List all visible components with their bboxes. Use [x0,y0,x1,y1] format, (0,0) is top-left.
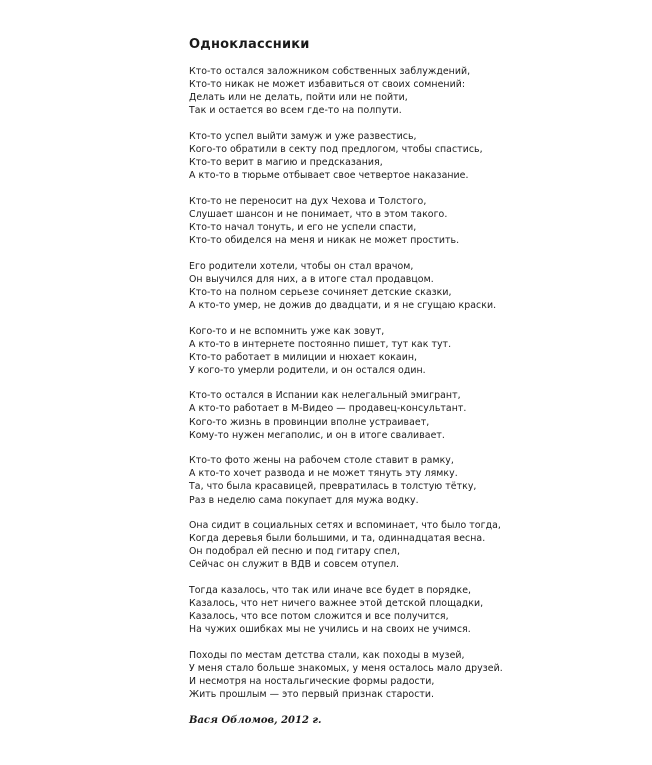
poem-line: Казалось, что нет ничего важнее этой детской площадки, [189,598,484,610]
poem-line: Раз в неделю сама покупает для мужа водку. [189,494,419,506]
poem-line: На чужих ошибках мы не учились и на своих не учимся. [189,624,471,636]
poem-line: У меня стало больше знакомых, у меня осталось мало друзей. [189,662,503,674]
poem-line: Она сидит в социальных сетях и вспоминает, что было тогда, [189,520,501,532]
poem-line: Жить прошлым — это первый признак старости. [189,689,435,701]
poem-body [189,65,629,701]
poem-line: Кто-то не переносит на дух Чехова и Толстого, [189,195,427,207]
poem-line: Кто-то фото жены на рабочем столе ставит в рамку, [189,455,454,467]
poem-line: Кого-то обратили в секту под предлогом, чтобы спастись, [189,143,483,155]
poem-title: Одноклассники [189,37,310,52]
poem-line: Кто-то на полном серьезе сочиняет детские сказки, [189,286,452,298]
poem-line: А кто-то в интернете постоянно пишет, тут как тут. [189,338,452,350]
poem-line: Когда деревья были большими, и та, одиннадцатая весна. [189,533,486,545]
stanza [189,195,629,247]
poem-line: А кто-то работает в М-Видео — продавец-консультант. [189,403,467,415]
stanza [189,325,629,377]
poem-line: Сейчас он служит в ВДВ и совсем отупел. [189,559,400,571]
poem-line: Кому-то нужен мегаполис, и он в итоге сваливает. [189,429,445,441]
stanza [189,130,629,182]
stanza [189,389,629,441]
poem-line: Слушает шансон и не понимает, что в этом такого. [189,208,448,220]
stanza [189,454,629,506]
stanza [189,649,629,701]
stanza [189,519,629,571]
poem-line: Походы по местам детства стали, как походы в музей, [189,649,465,661]
poem-line: Тогда казалось, что так или иначе все будет в порядке, [189,585,472,596]
poem-page [189,36,629,728]
stanza [189,260,629,312]
poem-line: Кого-то и не вспомнить уже как зовут, [189,325,385,337]
poem-line: Кто-то работает в милиции и нюхает кокаин, [189,351,418,363]
poem-line: Кто-то остался заложником собственных заблуждений, [189,66,471,77]
poem-line: А кто-то в тюрьме отбывает свое четвертое наказание. [189,170,469,182]
poem-signature: Вася Обломов, 2012 г. [189,715,322,727]
poem-line: Та, что была красавицей, превратилась в толстую тётку, [189,481,477,493]
stanza [189,584,629,636]
poem-line: Он выучился для них, а в итоге стал продавцом. [189,273,434,285]
poem-line: А кто-то хочет развода и не может тянуть эту лямку. [189,468,458,480]
poem-line: Так и остается во всем где-то на полпути. [189,105,402,117]
poem-line: Казалось, что все потом сложится и все получится, [189,611,449,623]
poem-line: Кто-то начал тонуть, и его не успели спасти, [189,221,417,233]
poem-line: И несмотря на ностальгические формы радости, [189,676,435,688]
poem-line: Кто-то остался в Испании как нелегальный эмигрант, [189,390,461,402]
poem-line: Делать или не делать, пойти или не пойти, [189,92,408,104]
poem-line: Кто-то успел выйти замуж и уже развестись, [189,130,417,142]
poem-line: Кто-то никак не может избавиться от своих сомнений: [189,79,466,91]
poem-line: Его родители хотели, чтобы он стал врачом, [189,260,414,272]
poem-line: Он подобрал ей песню и под гитару спел, [189,546,400,558]
poem-line: У кого-то умерли родители, и он остался один. [189,364,426,376]
poem-line: Кого-то жизнь в провинции вполне устраивает, [189,416,430,428]
poem-line: А кто-то умер, не дожив до двадцати, и я не сгущаю краски. [189,299,497,311]
poem-line: Кто-то обиделся на меня и никак не может простить. [189,235,460,247]
stanza [189,65,629,117]
poem-line: Кто-то верит в магию и предсказания, [189,157,383,169]
